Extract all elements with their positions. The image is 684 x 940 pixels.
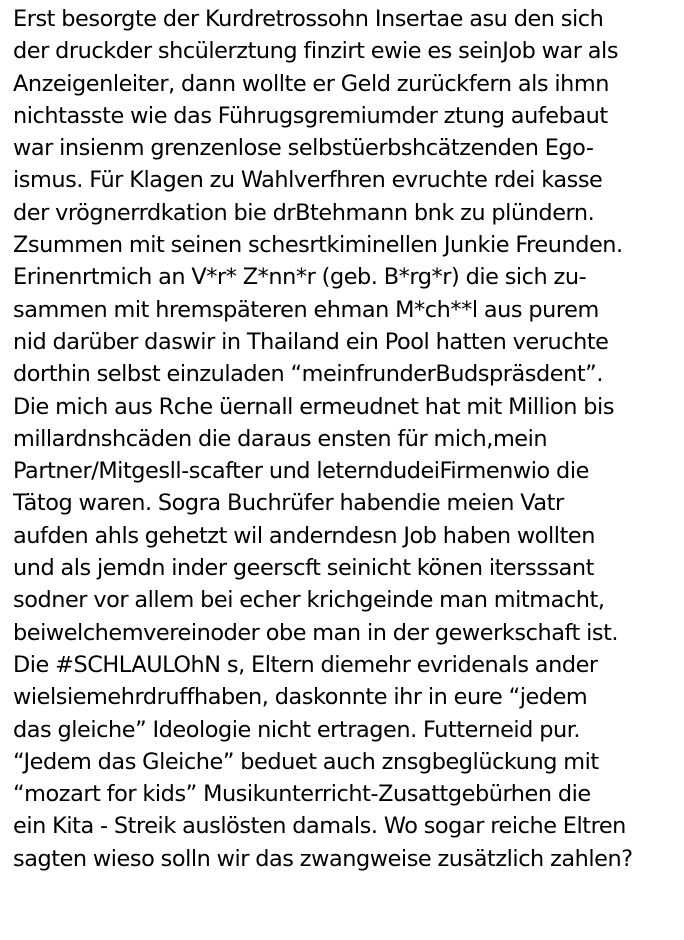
text-line: war insienm grenzenlose selbstüerbshcätzenden Ego- bbox=[13, 135, 594, 162]
text-line: nichtasste wie das Führugsgremiumder ztung aufebaut bbox=[13, 102, 608, 129]
text-line: Zsummen mit seinen schesrtkiminellen Junkie Freunden. bbox=[13, 232, 623, 259]
text-line: millardnshcäden die daraus ensten für mich,mein bbox=[13, 425, 548, 452]
text-line: der vrögnerrdkation bie drBtehmann bnk zu plündern. bbox=[13, 199, 595, 226]
text-line: aufden ahls gehetzt wil anderndesn Job haben wollten bbox=[13, 522, 595, 549]
text-line: dorthin selbst einzuladen “meinfrunderBudspräsdent”. bbox=[13, 361, 603, 388]
text-line: sammen mit hremspäteren ehman M*ch**l aus purem bbox=[13, 296, 599, 323]
text-line: ismus. Für Klagen zu Wahlverfhren evruchte rdei kasse bbox=[13, 167, 603, 194]
text-line: “mozart for kids” Musikunterricht-Zusattgebürhen die bbox=[13, 781, 591, 808]
text-line: sodner vor allem bei echer krichgeinde man mitmacht, bbox=[13, 587, 605, 614]
text-line: ein Kita - Streik auslösten damals. Wo sogar reiche Eltren bbox=[13, 813, 626, 840]
text-line: der druckder shcülerztung finzirt ewie es seinJob war als bbox=[13, 38, 619, 65]
text-line: Erst besorgte der Kurdretrossohn Insertae asu den sich bbox=[13, 6, 604, 32]
text-line: Die mich aus Rche üernall ermeudnet hat mit Million bis bbox=[13, 393, 615, 420]
text-line: sagten wieso solln wir das zwangweise zusätzlich zahlen? bbox=[13, 845, 633, 872]
text-line: und als jemdn inder geerscft seinicht könen itersssant bbox=[13, 555, 594, 582]
text-line: Die #SCHLAULOhN s, Eltern diemehr evridenals ander bbox=[13, 651, 598, 678]
text-line: wielsiemehrdruffhaben, daskonnte ihr in eure “jedem bbox=[13, 684, 588, 711]
text-line: Erinenrtmich an V*r* Z*nn*r (geb. B*rg*r) die sich zu- bbox=[13, 264, 587, 291]
text-line: Tätog waren. Sogra Buchrüfer habendie meien Vatr bbox=[13, 490, 564, 517]
text-line: beiwelchemvereinoder obe man in der gewerkschaft ist. bbox=[13, 619, 619, 646]
text-line: Anzeigenleiter, dann wollte er Geld zurückfern als ihmn bbox=[13, 70, 609, 97]
text-line: nid darüber daswir in Thailand ein Pool hatten veruchte bbox=[13, 328, 609, 355]
text-line: “Jedem das Gleiche” beduet auch znsgbeglückung mit bbox=[13, 748, 599, 775]
text-line: Partner/Mitgesll-scafter und leterndudeiFirmenwio die bbox=[13, 458, 589, 485]
text-line: das gleiche” Ideologie nicht ertragen. Futterneid pur. bbox=[13, 716, 581, 743]
